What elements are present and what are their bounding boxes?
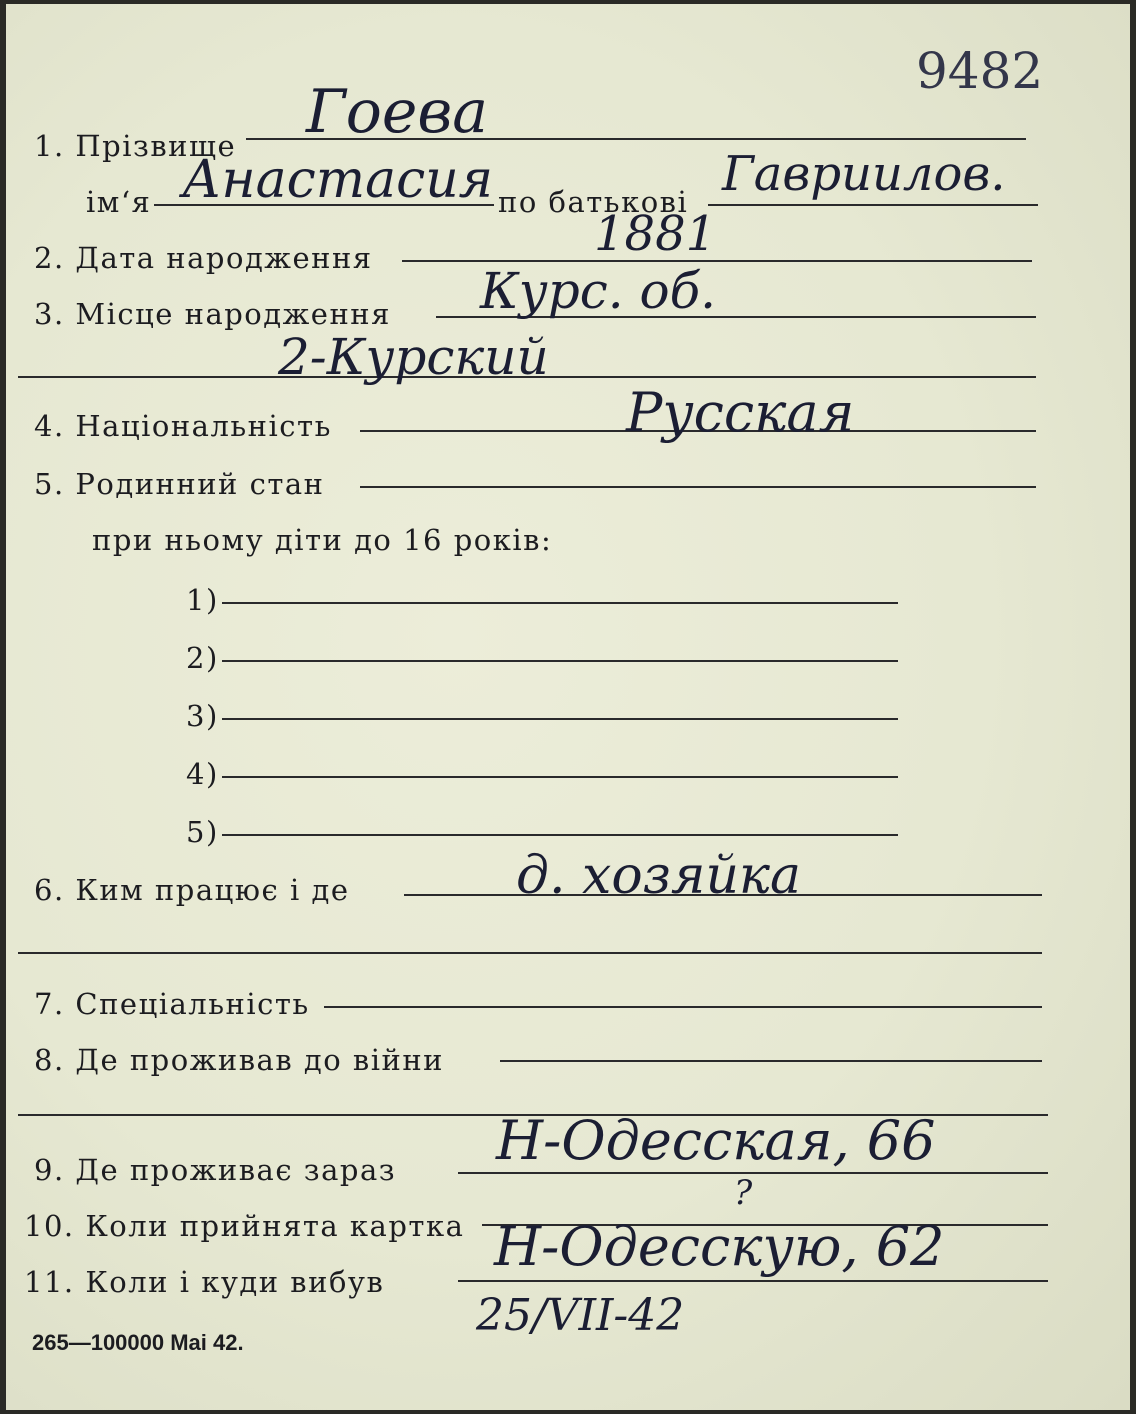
entry-current-residence: Н-Одесская, 66 xyxy=(496,1109,936,1172)
entry-patronymic: Гавриилов. xyxy=(722,146,1006,202)
entry-surname: Гоева xyxy=(306,77,489,147)
line-child-5 xyxy=(222,834,898,836)
print-code: 265—100000 Mai 42. xyxy=(32,1330,244,1355)
entry-birth-date: 1881 xyxy=(594,206,717,262)
line-departed xyxy=(458,1280,1048,1282)
line-marital-status xyxy=(360,486,1036,488)
label-children: при ньому діти до 16 років: xyxy=(92,523,553,557)
label-prewar-residence: 8. Де проживав до війни xyxy=(34,1043,444,1077)
label-specialty: 7. Спеціальність xyxy=(34,987,310,1021)
entry-departed-where: Н-Одесскую, 62 xyxy=(494,1215,945,1278)
label-departed: 11. Коли і куди вибув xyxy=(24,1265,385,1299)
line-child-2 xyxy=(222,660,898,662)
label-child-3: 3) xyxy=(186,699,219,733)
entry-birth-place-2: 2-Курский xyxy=(278,328,549,386)
label-child-2: 2) xyxy=(186,641,219,675)
label-nationality: 4. Національність xyxy=(34,409,332,443)
line-patronymic xyxy=(708,204,1038,206)
label-current-residence: 9. Де проживає зараз xyxy=(34,1153,397,1187)
entry-nationality: Русская xyxy=(626,381,855,444)
label-marital-status: 5. Родинний стан xyxy=(34,467,325,501)
registration-card xyxy=(6,4,1130,1410)
line-occupation-2 xyxy=(18,952,1042,954)
line-prewar-residence xyxy=(500,1060,1042,1062)
line-child-1 xyxy=(222,602,898,604)
line-child-4 xyxy=(222,776,898,778)
label-card-accepted: 10. Коли прийнята картка xyxy=(24,1209,465,1243)
label-child-4: 4) xyxy=(186,757,219,791)
label-name: ім‘я xyxy=(86,185,152,219)
entry-departed-when: 25/VII-42 xyxy=(476,1290,685,1341)
label-patronymic: по батькові xyxy=(498,185,689,219)
label-child-1: 1) xyxy=(186,583,219,617)
label-birth-place: 3. Місце народження xyxy=(34,297,391,331)
entry-occupation: д. хозяйка xyxy=(516,846,801,906)
entry-birth-place-1: Курс. об. xyxy=(480,262,717,320)
entry-card-accepted: ? xyxy=(734,1173,753,1213)
label-surname: 1. Прізвище xyxy=(34,129,237,163)
line-current-residence xyxy=(458,1172,1048,1174)
line-child-3 xyxy=(222,718,898,720)
label-occupation: 6. Ким працює і де xyxy=(34,873,350,907)
label-birth-date: 2. Дата народження xyxy=(34,241,373,275)
entry-name: Анастасия xyxy=(182,150,494,210)
label-child-5: 5) xyxy=(186,815,219,849)
line-specialty xyxy=(324,1006,1042,1008)
card-number: 9482 xyxy=(916,42,1044,100)
